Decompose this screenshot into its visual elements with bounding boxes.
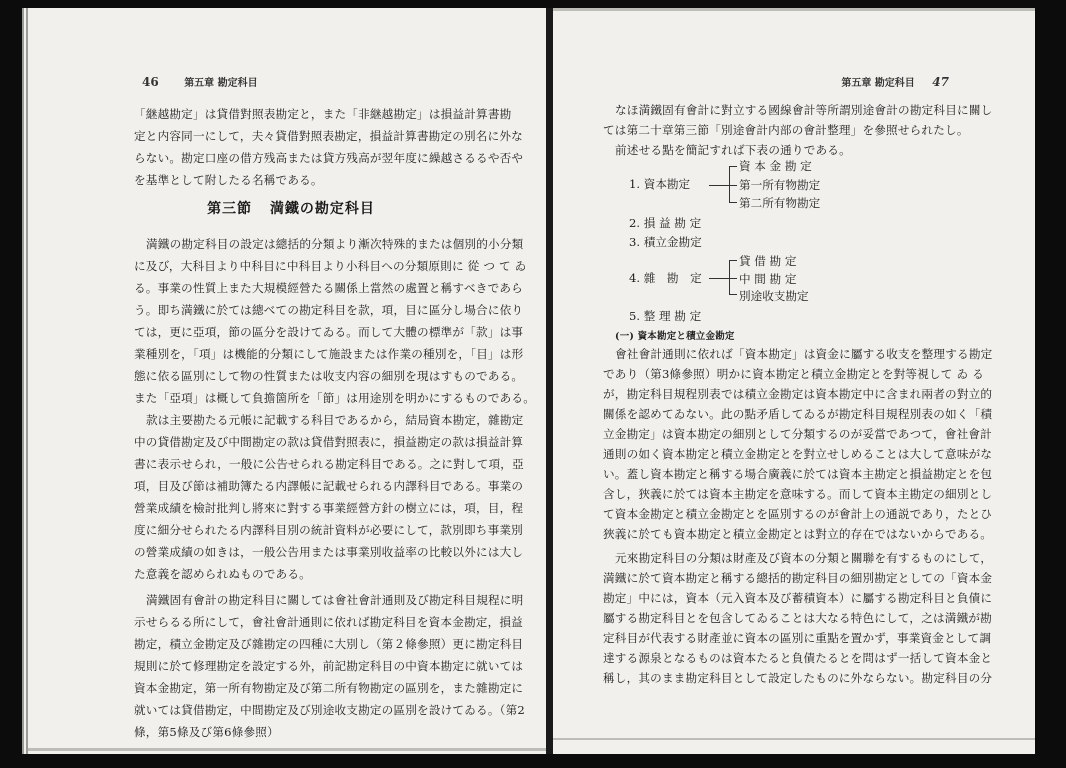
text-line: 會社會計通則に依れば「資本勘定」は資金に屬する收支を整理する勘定 [615,347,993,361]
tree-child: 別途收支勘定 [739,289,809,303]
text-line: 度に細分せられたる内譯科目別の統計資料が必要にして，款別即ち事業別 [134,523,523,537]
text-line: であり（第3條參照）明かに資本勘定と積立金勘定とを對等視して ゐ る [603,367,984,381]
text-line: 「継越勘定」は貸借對照表勘定と，また「非継越勘定」は損益計算書勘 [134,107,512,121]
tree-bracket [729,260,730,294]
text-line: 業種別を，「項」は機能的分類にして施設または作業の種別を，「目」は形 [134,347,524,361]
text-line: 示せらるる所にして，會社會計通則に依れば勘定科目を資本金勘定，損益 [134,615,523,629]
text-line: 狹義に於ても資本勘定と積立金勘定とは對立的存在ではないからである。 [603,527,993,541]
tree-child: 第一所有物勘定 [739,178,821,192]
text-line: た意義を認められぬものである。 [134,567,311,581]
text-line: 含し，狹義に於ては資本主勘定を意味する。而して資本主勘定の細別とし [603,487,993,501]
text-line: に及び，大科目より中科目に中科目より小科目への分類原則に 從 つ て ゐ [134,259,527,273]
text-line: 達する源泉となるものは資本たると負債たるとを問はず一括して資本金と [603,651,993,665]
text-line: 定科目が代表する財產並に資本の區別に重點を置かず，事業資金として調 [603,631,992,645]
tree-item-misc: 4. 雜 勘 定 [629,271,702,285]
text-line: 關係を認めてゐない。此の點矛盾してゐるが勘定科目規程別表の如く「積 [603,407,993,421]
scan-artifact [28,748,548,751]
tree-item-reserve: 3. 積立金勘定 [629,235,702,249]
right-page [553,8,1035,754]
section-number: 第三節 [207,201,253,217]
text-line: 書に表示せられ，一般に公告せられる勘定科目である。之に對して項，亞 [134,457,524,471]
text-line: 満鐵に於て資本勘定と稱する總括的勘定科目の細別勘定としての「資本金 [603,571,993,585]
tree-child: 資 本 金 勘 定 [739,159,812,173]
text-line: 資本金勘定，第一所有物勘定及び第二所有物勘定の區別を，また雜勘定に [134,681,524,695]
right-chapter-title: 第五章 勘定科目 [841,78,915,89]
text-line: て資本金勘定と積立金勘定とを區別するのが會計上の通説であり，たとひ [603,507,993,521]
section-title: 満鐵の勘定科目 [269,201,375,217]
text-line: い。蓋し資本勘定と稱する場合廣義に於ては資本主勘定と損益勘定とを包 [603,467,993,481]
text-line: 款は主要勘たる元帳に記載する科目であるから，結局資本勘定，雜勘定 [146,413,524,427]
text-line: 満鐵固有會計の勘定科目に關しては會社會計通則及び勘定科目規程に明 [146,593,524,607]
text-line: 勘定，積立金勘定及び雜勘定の四種に大別し（第２條參照）更に勘定科目 [134,637,524,651]
text-line: 中の貸借勘定及び中間勘定の款は貸借對照表に，損益勘定の款は損益計算 [134,435,524,449]
text-line: らない。勘定口座の借方残高または貸方残高が翌年度に繰越さるるや否や [134,151,524,165]
text-line: 満鐵の勘定科目の設定は總括的分類より漸次特殊的または個別的小分類 [146,237,524,251]
text-line: ては，更に亞項，節の區分を設けてゐる。而して大體の標準が「款」は事 [134,325,524,339]
text-line: 就いては貸借勘定，中間勘定及び別途收支勘定の區別を設けてゐる。（第2 [134,703,525,717]
text-line: 元來勘定科目の分類は財產及び資本の分類と關聯を有するものにして， [615,551,993,565]
text-line: 勘定」中には，資本（元入資本及び蓄積資本）に屬する勘定科目と負債に [603,591,993,605]
text-line: 稱し，其のまま勘定科目として設定したものに外ならない。勘定科目の分 [603,671,993,685]
text-line: う。即ち満鐵に於ては總べての勘定科目を款，項，目に區分し場合に依り [134,303,524,317]
tree-item-capital: 1. 資本勘定 [629,177,691,191]
text-line: 立金勘定」は資本勘定の細別として分類するのが妥當であつて，會社會計 [603,427,992,441]
text-line: 條，第5條及び第6條參照） [134,725,279,739]
tree-child: 中 間 勘 定 [739,272,797,286]
section-heading [28,198,548,218]
subsection-heading: (一) 資本勘定と積立金勘定 [615,331,735,342]
right-running-head [841,74,949,89]
text-line: 屬する勘定科目とを包含してゐることは大なる特色にして，之は満鐵が勘 [603,611,992,625]
tree-child: 貸 借 勘 定 [739,254,797,268]
tree-bracket [729,166,730,202]
left-chapter-title: 第五章 勘定科目 [184,78,258,89]
tree-connector [729,260,737,261]
book-gutter [546,8,553,754]
text-line: 定と内容同一にして，夫々貸借對照表勘定，損益計算書勘定の別名に外な [134,129,523,143]
tree-connector [729,185,737,186]
left-running-head [142,74,258,89]
tree-connector [729,202,737,203]
text-line: 營業成績を檢討批判し將來に對する事業經營方針の樹立には，項，目，程 [134,501,524,515]
scan-artifact [553,738,1035,740]
text-line: 通則の如く資本勘定と積立金勘定とを對立せしめることは大して意味がな [603,447,993,461]
scan-artifact [553,8,1035,11]
tree-connector [709,278,729,279]
tree-connector [729,166,737,167]
tree-connector [729,278,737,279]
text-line: る。事業の性質上また大規模經營たる關係上當然の處置と稱すべきであら [134,281,523,295]
text-line: 態に依る區別にして物の性質または收支内容の細別を現はすものである。 [134,369,524,383]
text-line: 項，目及び節は補助簿たる内譯帳に記載せられる内譯科目である。事業の [134,479,524,493]
text-line: また「亞項」は概して負擔箇所を「節」は用途別を明かにするものである。 [134,391,535,405]
tree-item-profit-loss: 2. 損 益 勘 定 [629,216,702,230]
text-line: 規則に於て修理勘定を設定する外，前記勘定科目の中資本勘定に就いては [134,659,524,673]
text-line: ては第二十章第三節「別途會計内部の會計整理」を參照せられたし。 [603,123,969,137]
text-line: が，勘定科目規程別表では積立金勘定は資本勘定中に含まれ兩者の對立的 [603,387,993,401]
text-line: を基準として附したる名稱である。 [134,173,323,187]
tree-connector [729,294,737,295]
text-line: なほ満鐵固有會計に對立する國線會計等所謂別途會計の勘定科目に關し [615,103,993,117]
left-page [22,8,548,754]
left-page-number: 46 [142,75,159,89]
tree-connector [709,185,729,186]
tree-child: 第二所有物勘定 [739,196,821,210]
right-page-number: 47 [932,75,949,89]
text-line: 前述せる點を簡記すれば下表の通りである。 [615,143,851,157]
text-line: の營業成績の如きは，一般公告用または事業別收益率の比較以外には大し [134,545,524,559]
tree-item-adjustment: 5. 整 理 勘 定 [629,309,702,323]
